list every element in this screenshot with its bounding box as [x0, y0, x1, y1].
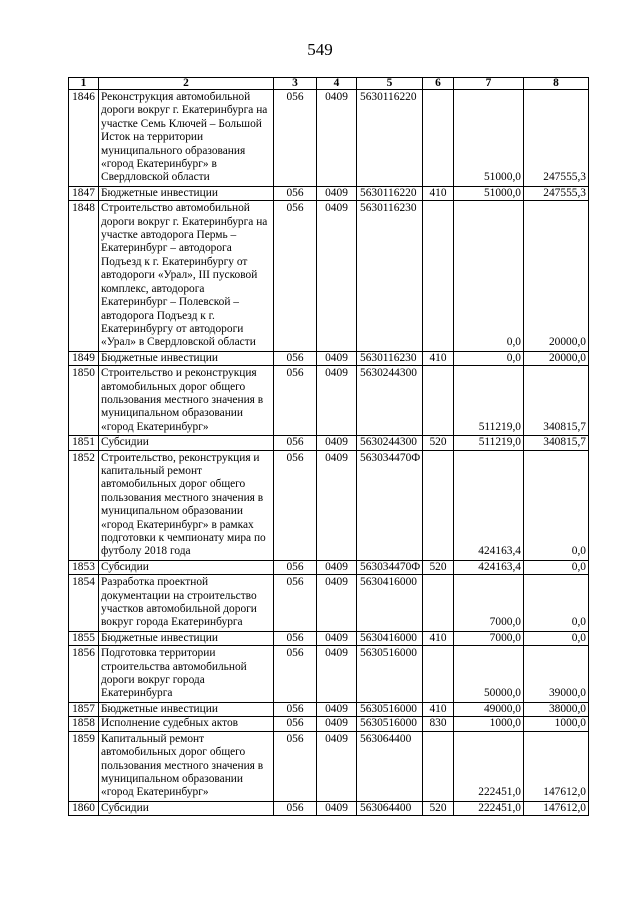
amount-col7: 1000,0 [454, 717, 524, 731]
code-expense-type [423, 90, 454, 187]
code-ministry: 056 [274, 90, 317, 187]
table-row [69, 702, 589, 716]
code-section: 0409 [317, 631, 357, 645]
amount-col8: 0,0 [524, 575, 589, 632]
amount-col7: 49000,0 [454, 702, 524, 716]
table-header-row [69, 78, 589, 90]
table-row [69, 646, 589, 703]
row-name: Субсидии [99, 436, 274, 450]
amount-col8: 1000,0 [524, 717, 589, 731]
table-row [69, 201, 589, 351]
code-target: 5630516000 [357, 702, 423, 716]
code-expense-type [423, 731, 454, 801]
code-target: 563064400 [357, 801, 423, 815]
amount-col7: 424163,4 [454, 450, 524, 560]
table-row [69, 436, 589, 450]
code-ministry: 056 [274, 646, 317, 703]
row-number: 1857 [69, 702, 99, 716]
amount-col8: 0,0 [524, 560, 589, 574]
column-header: 5 [357, 78, 423, 90]
amount-col7: 222451,0 [454, 801, 524, 815]
column-header: 8 [524, 78, 589, 90]
row-name: Бюджетные инвестиции [99, 702, 274, 716]
row-name: Субсидии [99, 801, 274, 815]
code-expense-type: 410 [423, 351, 454, 365]
code-target: 5630116220 [357, 90, 423, 187]
table-row [69, 801, 589, 815]
code-target: 5630244300 [357, 366, 423, 436]
table-row [69, 90, 589, 187]
code-section: 0409 [317, 575, 357, 632]
code-expense-type [423, 450, 454, 560]
row-number: 1849 [69, 351, 99, 365]
code-expense-type [423, 646, 454, 703]
code-ministry: 056 [274, 731, 317, 801]
code-ministry: 056 [274, 631, 317, 645]
table-row [69, 450, 589, 560]
amount-col7: 7000,0 [454, 575, 524, 632]
table-row [69, 560, 589, 574]
code-expense-type: 410 [423, 631, 454, 645]
row-number: 1853 [69, 560, 99, 574]
code-section: 0409 [317, 351, 357, 365]
row-number: 1847 [69, 186, 99, 200]
code-ministry: 056 [274, 575, 317, 632]
code-expense-type: 520 [423, 436, 454, 450]
code-section: 0409 [317, 702, 357, 716]
row-name: Подготовка территории строительства автомобильной дороги вокруг города Екатеринбурга [99, 646, 274, 703]
code-target: 5630516000 [357, 646, 423, 703]
row-number: 1846 [69, 90, 99, 187]
amount-col8: 247555,3 [524, 186, 589, 200]
code-expense-type: 520 [423, 560, 454, 574]
code-expense-type [423, 201, 454, 351]
column-header: 2 [99, 78, 274, 90]
row-name: Субсидии [99, 560, 274, 574]
table-row [69, 717, 589, 731]
row-name: Исполнение судебных актов [99, 717, 274, 731]
code-target: 5630244300 [357, 436, 423, 450]
code-section: 0409 [317, 801, 357, 815]
code-expense-type: 410 [423, 702, 454, 716]
amount-col7: 511219,0 [454, 436, 524, 450]
code-ministry: 056 [274, 801, 317, 815]
amount-col7: 0,0 [454, 201, 524, 351]
row-name: Строительство автомобильной дороги вокруг г. Екатеринбурга на участке автодорога Пермь – Екатеринбург – автодорога Подъезд к г. Екатеринбургу от автодороги «Урал», III пусковой комплекс, автодорога Екатеринбург – Полевской – автодорога Подъезд к г. Екатеринбургу от автодороги «Урал» в Свердловской области [99, 201, 274, 351]
amount-col7: 51000,0 [454, 90, 524, 187]
amount-col7: 222451,0 [454, 731, 524, 801]
code-target: 5630416000 [357, 631, 423, 645]
code-target: 563064400 [357, 731, 423, 801]
row-name: Капитальный ремонт автомобильных дорог общего пользования местного значения в муниципальном образовании «город Екатеринбург» [99, 731, 274, 801]
row-name: Бюджетные инвестиции [99, 631, 274, 645]
code-target: 5630416000 [357, 575, 423, 632]
code-expense-type: 830 [423, 717, 454, 731]
amount-col8: 39000,0 [524, 646, 589, 703]
amount-col8: 340815,7 [524, 436, 589, 450]
amount-col7: 511219,0 [454, 366, 524, 436]
code-section: 0409 [317, 717, 357, 731]
row-number: 1858 [69, 717, 99, 731]
code-ministry: 056 [274, 186, 317, 200]
amount-col8: 247555,3 [524, 90, 589, 187]
amount-col8: 147612,0 [524, 801, 589, 815]
budget-table [68, 77, 589, 816]
row-name: Строительство и реконструкция автомобильных дорог общего пользования местного значения в муниципальном образовании «город Екатеринбург» [99, 366, 274, 436]
row-number: 1852 [69, 450, 99, 560]
code-section: 0409 [317, 646, 357, 703]
code-section: 0409 [317, 366, 357, 436]
code-ministry: 056 [274, 560, 317, 574]
row-number: 1848 [69, 201, 99, 351]
amount-col7: 50000,0 [454, 646, 524, 703]
amount-col8: 147612,0 [524, 731, 589, 801]
code-target: 563034470Ф [357, 560, 423, 574]
row-number: 1854 [69, 575, 99, 632]
row-name: Разработка проектной документации на строительство участков автомобильной дороги вокруг города Екатеринбурга [99, 575, 274, 632]
code-target: 5630116220 [357, 186, 423, 200]
code-target: 5630116230 [357, 351, 423, 365]
table-row [69, 575, 589, 632]
amount-col7: 0,0 [454, 351, 524, 365]
amount-col8: 340815,7 [524, 366, 589, 436]
row-number: 1855 [69, 631, 99, 645]
code-expense-type: 520 [423, 801, 454, 815]
row-number: 1859 [69, 731, 99, 801]
code-target: 5630116230 [357, 201, 423, 351]
code-ministry: 056 [274, 450, 317, 560]
table-row [69, 731, 589, 801]
code-ministry: 056 [274, 717, 317, 731]
amount-col8: 38000,0 [524, 702, 589, 716]
row-number: 1850 [69, 366, 99, 436]
amount-col8: 0,0 [524, 631, 589, 645]
code-section: 0409 [317, 436, 357, 450]
row-name: Строительство, реконструкция и капитальный ремонт автомобильных дорог общего пользования местного значения в муниципальном образовании «город Екатеринбург» в рамках подготовки к чемпионату мира по футболу 2018 года [99, 450, 274, 560]
row-number: 1860 [69, 801, 99, 815]
row-name: Бюджетные инвестиции [99, 186, 274, 200]
amount-col8: 20000,0 [524, 351, 589, 365]
code-section: 0409 [317, 731, 357, 801]
code-section: 0409 [317, 201, 357, 351]
row-name: Бюджетные инвестиции [99, 351, 274, 365]
amount-col7: 51000,0 [454, 186, 524, 200]
code-expense-type [423, 575, 454, 632]
row-number: 1856 [69, 646, 99, 703]
code-ministry: 056 [274, 702, 317, 716]
code-ministry: 056 [274, 351, 317, 365]
column-header: 1 [69, 78, 99, 90]
code-target: 5630516000 [357, 717, 423, 731]
amount-col7: 424163,4 [454, 560, 524, 574]
table-row [69, 631, 589, 645]
amount-col8: 20000,0 [524, 201, 589, 351]
amount-col7: 7000,0 [454, 631, 524, 645]
amount-col8: 0,0 [524, 450, 589, 560]
column-header: 3 [274, 78, 317, 90]
column-header: 7 [454, 78, 524, 90]
code-expense-type [423, 366, 454, 436]
column-header: 4 [317, 78, 357, 90]
code-ministry: 056 [274, 436, 317, 450]
code-section: 0409 [317, 560, 357, 574]
code-section: 0409 [317, 450, 357, 560]
row-name: Реконструкция автомобильной дороги вокруг г. Екатеринбурга на участке Семь Ключей – Большой Исток на территории муниципального образования «город Екатеринбург» в Свердловской области [99, 90, 274, 187]
column-header: 6 [423, 78, 454, 90]
table-row [69, 186, 589, 200]
row-number: 1851 [69, 436, 99, 450]
code-ministry: 056 [274, 201, 317, 351]
code-section: 0409 [317, 90, 357, 187]
code-target: 563034470Ф [357, 450, 423, 560]
code-ministry: 056 [274, 366, 317, 436]
code-expense-type: 410 [423, 186, 454, 200]
page-number: 549 [307, 40, 333, 59]
table-row [69, 351, 589, 365]
table-row [69, 366, 589, 436]
code-section: 0409 [317, 186, 357, 200]
